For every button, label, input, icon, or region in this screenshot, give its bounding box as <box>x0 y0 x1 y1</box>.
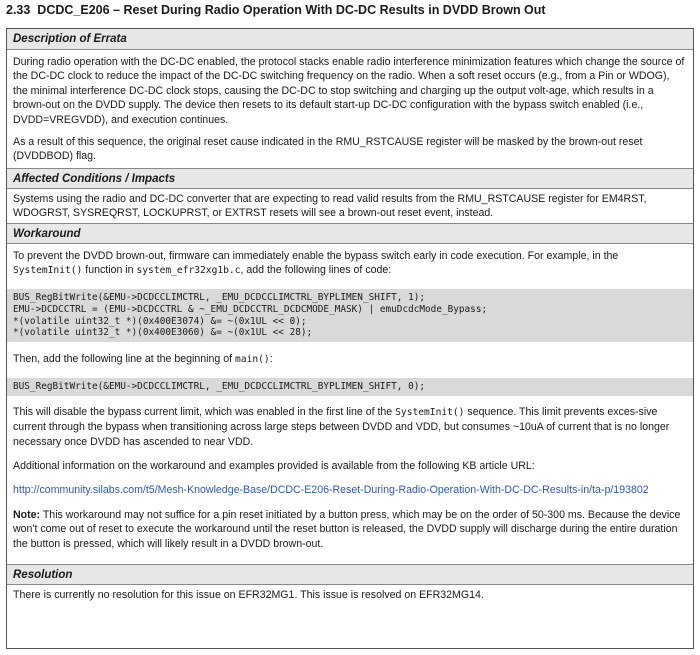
affected-paragraph: Systems using the radio and DC-DC converter that are expecting to read valid results from the RMU_RSTCAUSE register for EM4RST, WDOGRST, SYSREQRST, LOCKUPRST, or EXTRST resets will see a brown-out reset event, instead. <box>13 192 647 220</box>
description-header: Description of Errata <box>7 29 693 50</box>
errata-table <box>6 28 694 649</box>
inline-code-systeminit: SystemInit() <box>13 265 83 277</box>
section-number: 2.33 <box>6 3 31 17</box>
affected-header: Affected Conditions / Impacts <box>7 168 693 189</box>
resolution-header: Resolution <box>7 564 693 585</box>
workaround-intro: To prevent the DVDD brown-out, firmware can immediately enable the bypass switch early in code execution. For example, in the SystemInit() function in system_efr32xg1b.c, add the following lines of code: <box>13 249 619 277</box>
code-block-systeminit: BUS_RegBitWrite(&EMU->DCDCCLIMCTRL, _EMU_DCDCCLIMCTRL_BYPLIMEN_SHIFT, 1); EMU->DCDCCTRL = (EMU->DCDCCTRL & ~_EMU_DCDCCTRL_DCDCMODE_MASK) | emuDcdcMode_Bypass; *(volatile uint32_t *)(0x400E3074) &= ~(0x1UL << 0); *(volatile uint32_t *)(0x400E3060) &= ~(0x1UL << 28); <box>7 289 693 341</box>
workaround-header: Workaround <box>7 223 693 244</box>
inline-code-systeminit-2: SystemInit() <box>395 406 465 418</box>
affected-body <box>7 189 693 223</box>
kb-article-link[interactable]: http://community.silabs.com/t5/Mesh-Knowledge-Base/DCDC-E206-Reset-During-Radio-Operation-With-DC-DC-Results-in/ta-p/193802 <box>13 484 649 497</box>
resolution-body <box>7 585 693 602</box>
disable-paragraph: This will disable the bypass current limit, which was enabled in the first line of the SystemInit() sequence. This limit prevents exces-sive current through the bypass when transitioning across large steps between DVDD and VDD, but consumes ~10uA of current that is no longer necessary once DVDD has ascended to near VDD. <box>13 405 670 448</box>
inline-code-main: main() <box>235 353 270 365</box>
note-paragraph: Note: This workaround may not suffice for a pin reset initiated by a button press, which may be on the order of 50-300 ms. Because the device won't come out of reset to execute the workaround until the reset button is released, the DVDD supply will discharge during the entire duration the button is pressed, which will likely result in a DVDD brown-out. <box>13 508 681 550</box>
note-label: Note: <box>13 508 41 521</box>
description-paragraph-2: As a result of this sequence, the original reset cause indicated in the RMU_RSTCAUSE register will be masked by the brown-out reset (DVDDBOD) flag. <box>13 136 643 163</box>
description-body <box>7 50 693 168</box>
section-title: DCDC_E206 – Reset During Radio Operation With DC-DC Results in DVDD Brown Out <box>37 3 546 17</box>
workaround-body <box>7 244 693 279</box>
additional-paragraph: Additional information on the workaround and examples provided is available from the following KB article URL: <box>13 460 535 473</box>
description-paragraph-1: During radio operation with the DC-DC enabled, the protocol stacks enable radio interference minimization features which change the source of the DC-DC clock to reduce the impact of the DC-DC switching frequency on the radio. When a soft reset occurs (e.g., from a Pin or WDOG), the minimal interference DC-DC clock stops, causing the DC-DC to stop switching and charging up the output volt-age, which results in a brown-out on the DVDD supply. The device then resets to its default start-up DC-DC configuration with the bypass switch enabled (i.e., DVDD=VREGVDD), and execution continues. <box>13 56 685 126</box>
workaround-details <box>7 396 693 551</box>
resolution-paragraph: There is currently no resolution for this issue on EFR32MG1. This issue is resolved on EFR32MG14. <box>13 589 484 602</box>
workaround-then: Then, add the following line at the beginning of main(): <box>13 352 273 365</box>
code-block-main: BUS_RegBitWrite(&EMU->DCDCCLIMCTRL, _EMU_DCDCCLIMCTRL_BYPLIMEN_SHIFT, 0); <box>7 378 693 396</box>
inline-code-filename: system_efr32xg1b.c <box>136 265 241 277</box>
section-heading <box>6 3 546 17</box>
